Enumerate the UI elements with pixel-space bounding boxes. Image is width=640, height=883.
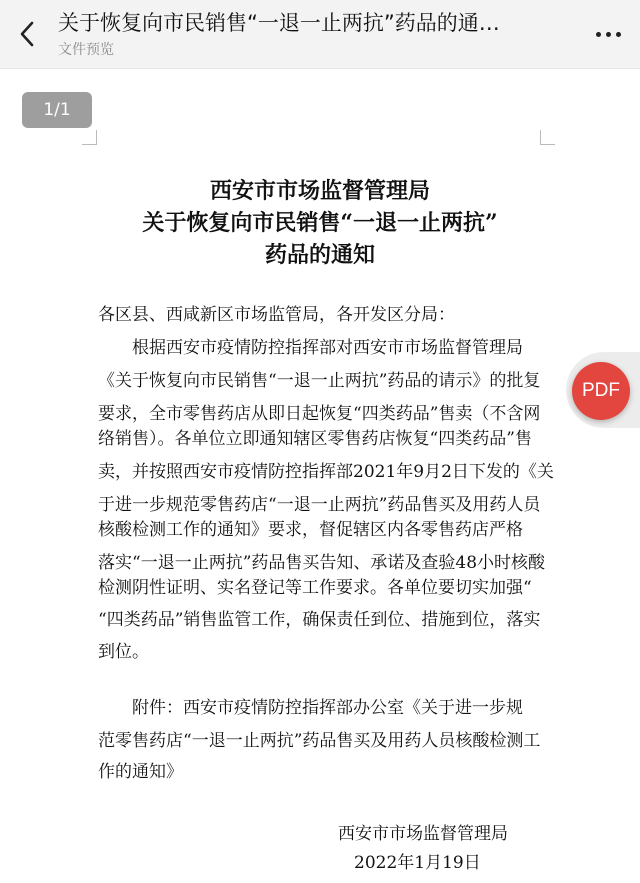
document-heading-line: 西安市市场监督管理局 [209, 178, 430, 204]
document-title: 关于恢复向市民销售“一退一止两抗”药品的通… [58, 11, 500, 35]
document-body-line: 各区县、西咸新区市场监管局，各开发区分局： [98, 305, 455, 325]
document-body-line: 根据西安市疫情防控指挥部对西安市市场监督管理局 [98, 338, 523, 358]
document-body-line: 检测阴性证明、实名登记等工作要求。各单位要切实加强“ [98, 578, 532, 598]
document-date: 2022年1月19日 [354, 853, 481, 873]
document-body-line: 络销售）。各单位立即通知辖区零售药店恢复“四类药品”售 [98, 429, 532, 449]
document-attachment-line: 附件：西安市疫情防控指挥部办公室《关于进一步规 [98, 698, 523, 718]
document-body-line: 核酸检测工作的通知》要求，督促辖区内各零售药店严格 [98, 520, 523, 540]
document-body-line: 《关于恢复向市民销售“一退一止两抗”药品的请示》的批复 [98, 371, 541, 391]
document-body-line: 到位。 [98, 642, 149, 662]
document-heading-line: 药品的通知 [264, 242, 375, 268]
document-body-line: 于进一步规范零售药店“一退一止两抗”药品售买及用药人员 [98, 495, 541, 515]
document-body-line: “四类药品”销售监管工作，确保责任到位、措施到位，落实 [98, 610, 541, 630]
page-indicator: 1/1 [22, 92, 92, 128]
document-signature: 西安市市场监督管理局 [338, 824, 508, 844]
document-subtitle: 文件预览 [58, 42, 114, 58]
document-heading-line: 关于恢复向市民销售“一退一止两抗” [142, 210, 498, 236]
pdf-button[interactable]: PDF [572, 362, 630, 420]
document-attachment-line: 范零售药店“一退一止两抗”药品售买及用药人员核酸检测工 [98, 731, 541, 751]
document-body-line: 卖，并按照西安市疫情防控指挥部2021年9月2日下发的《关 [98, 462, 554, 482]
document-body-line: 落实“一退一止两抗”药品售买告知、承诺及查验48小时核酸 [98, 553, 546, 573]
document-attachment-line: 作的通知》 [98, 762, 183, 782]
document-body-line: 要求，全市零售药店从即日起恢复“四类药品”售卖（不含网 [98, 404, 541, 424]
